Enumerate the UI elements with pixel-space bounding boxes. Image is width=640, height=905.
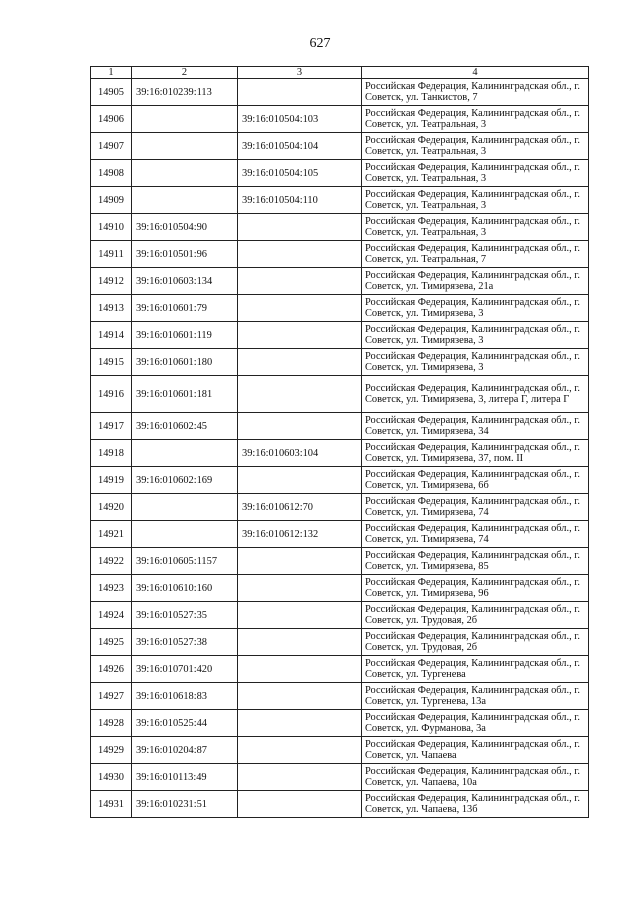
table-row [91,187,589,214]
address-cell: Российская Федерация, Калининградская обл., г. Советск, ул. Чапаева, 10а [362,764,589,791]
cadastral-number-cell: 39:16:010605:1157 [132,548,238,575]
cadastral-number-cell: 39:16:010601:119 [132,322,238,349]
table-row [91,268,589,295]
address-cell: Российская Федерация, Калининградская обл., г. Советск, ул. Тимирязева, 34 [362,413,589,440]
table-row [91,133,589,160]
table-row [91,521,589,548]
building-cadastral-number-cell [238,241,362,268]
building-cadastral-number-cell: 39:16:010504:110 [238,187,362,214]
building-cadastral-number-cell [238,268,362,295]
cadastral-number-cell: 39:16:010603:134 [132,268,238,295]
cadastral-number-cell [132,494,238,521]
address-cell: Российская Федерация, Калининградская обл., г. Советск, ул. Тимирязева, 3, литера Г, литера Г [362,376,589,413]
building-cadastral-number-cell: 39:16:010603:104 [238,440,362,467]
record-number-cell: 14930 [91,764,132,791]
table-row [91,440,589,467]
building-cadastral-number-cell [238,376,362,413]
table-row [91,710,589,737]
table-row [91,322,589,349]
cadastral-number-cell [132,133,238,160]
column-header-2: 2 [132,67,238,79]
record-number-cell: 14911 [91,241,132,268]
table-row [91,376,589,413]
cadastral-number-cell: 39:16:010701:420 [132,656,238,683]
table-row [91,764,589,791]
table-row [91,413,589,440]
record-number-cell: 14927 [91,683,132,710]
building-cadastral-number-cell [238,79,362,106]
address-cell: Российская Федерация, Калининградская обл., г. Советск, ул. Тимирязева, 6б [362,467,589,494]
cadastral-number-cell: 39:16:010501:96 [132,241,238,268]
record-number-cell: 14918 [91,440,132,467]
table-row [91,241,589,268]
record-number-cell: 14912 [91,268,132,295]
address-cell: Российская Федерация, Калининградская обл., г. Советск, ул. Танкистов, 7 [362,79,589,106]
address-cell: Российская Федерация, Калининградская обл., г. Советск, ул. Тимирязева, 96 [362,575,589,602]
table-row [91,79,589,106]
record-number-cell: 14920 [91,494,132,521]
page-number: 627 [309,36,331,51]
building-cadastral-number-cell [238,322,362,349]
record-number-cell: 14909 [91,187,132,214]
address-cell: Российская Федерация, Калининградская обл., г. Советск, ул. Тимирязева, 3 [362,295,589,322]
cadastral-number-cell: 39:16:010618:83 [132,683,238,710]
cadastral-number-cell [132,160,238,187]
cadastral-number-cell: 39:16:010602:45 [132,413,238,440]
record-number-cell: 14924 [91,602,132,629]
building-cadastral-number-cell [238,214,362,241]
record-number-cell: 14908 [91,160,132,187]
table-row [91,160,589,187]
address-cell: Российская Федерация, Калининградская обл., г. Советск, ул. Театральная, 3 [362,187,589,214]
building-cadastral-number-cell [238,656,362,683]
cadastral-number-cell [132,187,238,214]
table-row [91,629,589,656]
building-cadastral-number-cell [238,683,362,710]
record-number-cell: 14917 [91,413,132,440]
cadastral-number-cell: 39:16:010610:160 [132,575,238,602]
record-number-cell: 14921 [91,521,132,548]
record-number-cell: 14915 [91,349,132,376]
table-row [91,683,589,710]
address-cell: Российская Федерация, Калининградская обл., г. Советск, ул. Тимирязева, 74 [362,494,589,521]
building-cadastral-number-cell [238,791,362,818]
building-cadastral-number-cell [238,737,362,764]
record-number-cell: 14928 [91,710,132,737]
record-number-cell: 14916 [91,376,132,413]
building-cadastral-number-cell: 39:16:010504:104 [238,133,362,160]
building-cadastral-number-cell [238,548,362,575]
table-row [91,737,589,764]
record-number-cell: 14926 [91,656,132,683]
address-cell: Российская Федерация, Калининградская обл., г. Советск, ул. Театральная, 3 [362,214,589,241]
table-row [91,656,589,683]
record-number-cell: 14907 [91,133,132,160]
building-cadastral-number-cell [238,349,362,376]
address-cell: Российская Федерация, Калининградская обл., г. Советск, ул. Чапаева [362,737,589,764]
address-cell: Российская Федерация, Калининградская обл., г. Советск, ул. Театральная, 3 [362,106,589,133]
table-row [91,494,589,521]
table-row [91,214,589,241]
address-cell: Российская Федерация, Калининградская обл., г. Советск, ул. Тимирязева, 37, пом. II [362,440,589,467]
table-row [91,295,589,322]
table-row [91,349,589,376]
record-number-cell: 14905 [91,79,132,106]
cadastral-number-cell: 39:16:010239:113 [132,79,238,106]
record-number-cell: 14922 [91,548,132,575]
building-cadastral-number-cell [238,467,362,494]
address-cell: Российская Федерация, Калининградская обл., г. Советск, ул. Фурманова, 3а [362,710,589,737]
record-number-cell: 14910 [91,214,132,241]
cadastral-number-cell: 39:16:010601:79 [132,295,238,322]
cadastral-number-cell [132,440,238,467]
table-body [91,79,589,818]
cadastral-number-cell: 39:16:010601:181 [132,376,238,413]
record-number-cell: 14923 [91,575,132,602]
table-row [91,791,589,818]
address-cell: Российская Федерация, Калининградская обл., г. Советск, ул. Тургенева [362,656,589,683]
address-cell: Российская Федерация, Калининградская обл., г. Советск, ул. Театральная, 7 [362,241,589,268]
cadastral-number-cell: 39:16:010504:90 [132,214,238,241]
cadastral-number-cell: 39:16:010527:38 [132,629,238,656]
address-cell: Российская Федерация, Калининградская обл., г. Советск, ул. Тургенева, 13а [362,683,589,710]
building-cadastral-number-cell [238,295,362,322]
cadastral-number-cell: 39:16:010601:180 [132,349,238,376]
building-cadastral-number-cell [238,602,362,629]
address-cell: Российская Федерация, Калининградская обл., г. Советск, ул. Трудовая, 2б [362,602,589,629]
record-number-cell: 14929 [91,737,132,764]
address-cell: Российская Федерация, Калининградская обл., г. Советск, ул. Тимирязева, 74 [362,521,589,548]
building-cadastral-number-cell [238,764,362,791]
cadastral-number-cell [132,521,238,548]
building-cadastral-number-cell [238,710,362,737]
table-row [91,575,589,602]
record-number-cell: 14914 [91,322,132,349]
building-cadastral-number-cell: 39:16:010504:103 [238,106,362,133]
cadastral-number-cell [132,106,238,133]
record-number-cell: 14919 [91,467,132,494]
record-number-cell: 14931 [91,791,132,818]
address-cell: Российская Федерация, Калининградская обл., г. Советск, ул. Тимирязева, 85 [362,548,589,575]
building-cadastral-number-cell [238,629,362,656]
cadastral-number-cell: 39:16:010525:44 [132,710,238,737]
registry-table [90,66,589,818]
cadastral-number-cell: 39:16:010527:35 [132,602,238,629]
building-cadastral-number-cell [238,413,362,440]
table-row [91,106,589,133]
table-row [91,548,589,575]
column-header-1: 1 [91,67,132,79]
record-number-cell: 14925 [91,629,132,656]
address-cell: Российская Федерация, Калининградская обл., г. Советск, ул. Трудовая, 2б [362,629,589,656]
address-cell: Российская Федерация, Калининградская обл., г. Советск, ул. Тимирязева, 3 [362,322,589,349]
building-cadastral-number-cell: 39:16:010504:105 [238,160,362,187]
address-cell: Российская Федерация, Калининградская обл., г. Советск, ул. Чапаева, 13б [362,791,589,818]
cadastral-number-cell: 39:16:010602:169 [132,467,238,494]
header-row [91,67,589,79]
column-header-4: 4 [362,67,589,79]
address-cell: Российская Федерация, Калининградская обл., г. Советск, ул. Театральная, 3 [362,133,589,160]
record-number-cell: 14906 [91,106,132,133]
building-cadastral-number-cell: 39:16:010612:70 [238,494,362,521]
table-row [91,467,589,494]
record-number-cell: 14913 [91,295,132,322]
address-cell: Российская Федерация, Калининградская обл., г. Советск, ул. Тимирязева, 21а [362,268,589,295]
address-cell: Российская Федерация, Калининградская обл., г. Советск, ул. Тимирязева, 3 [362,349,589,376]
cadastral-number-cell: 39:16:010231:51 [132,791,238,818]
table-row [91,602,589,629]
building-cadastral-number-cell [238,575,362,602]
column-header-3: 3 [238,67,362,79]
address-cell: Российская Федерация, Калининградская обл., г. Советск, ул. Театральная, 3 [362,160,589,187]
building-cadastral-number-cell: 39:16:010612:132 [238,521,362,548]
cadastral-number-cell: 39:16:010204:87 [132,737,238,764]
cadastral-number-cell: 39:16:010113:49 [132,764,238,791]
